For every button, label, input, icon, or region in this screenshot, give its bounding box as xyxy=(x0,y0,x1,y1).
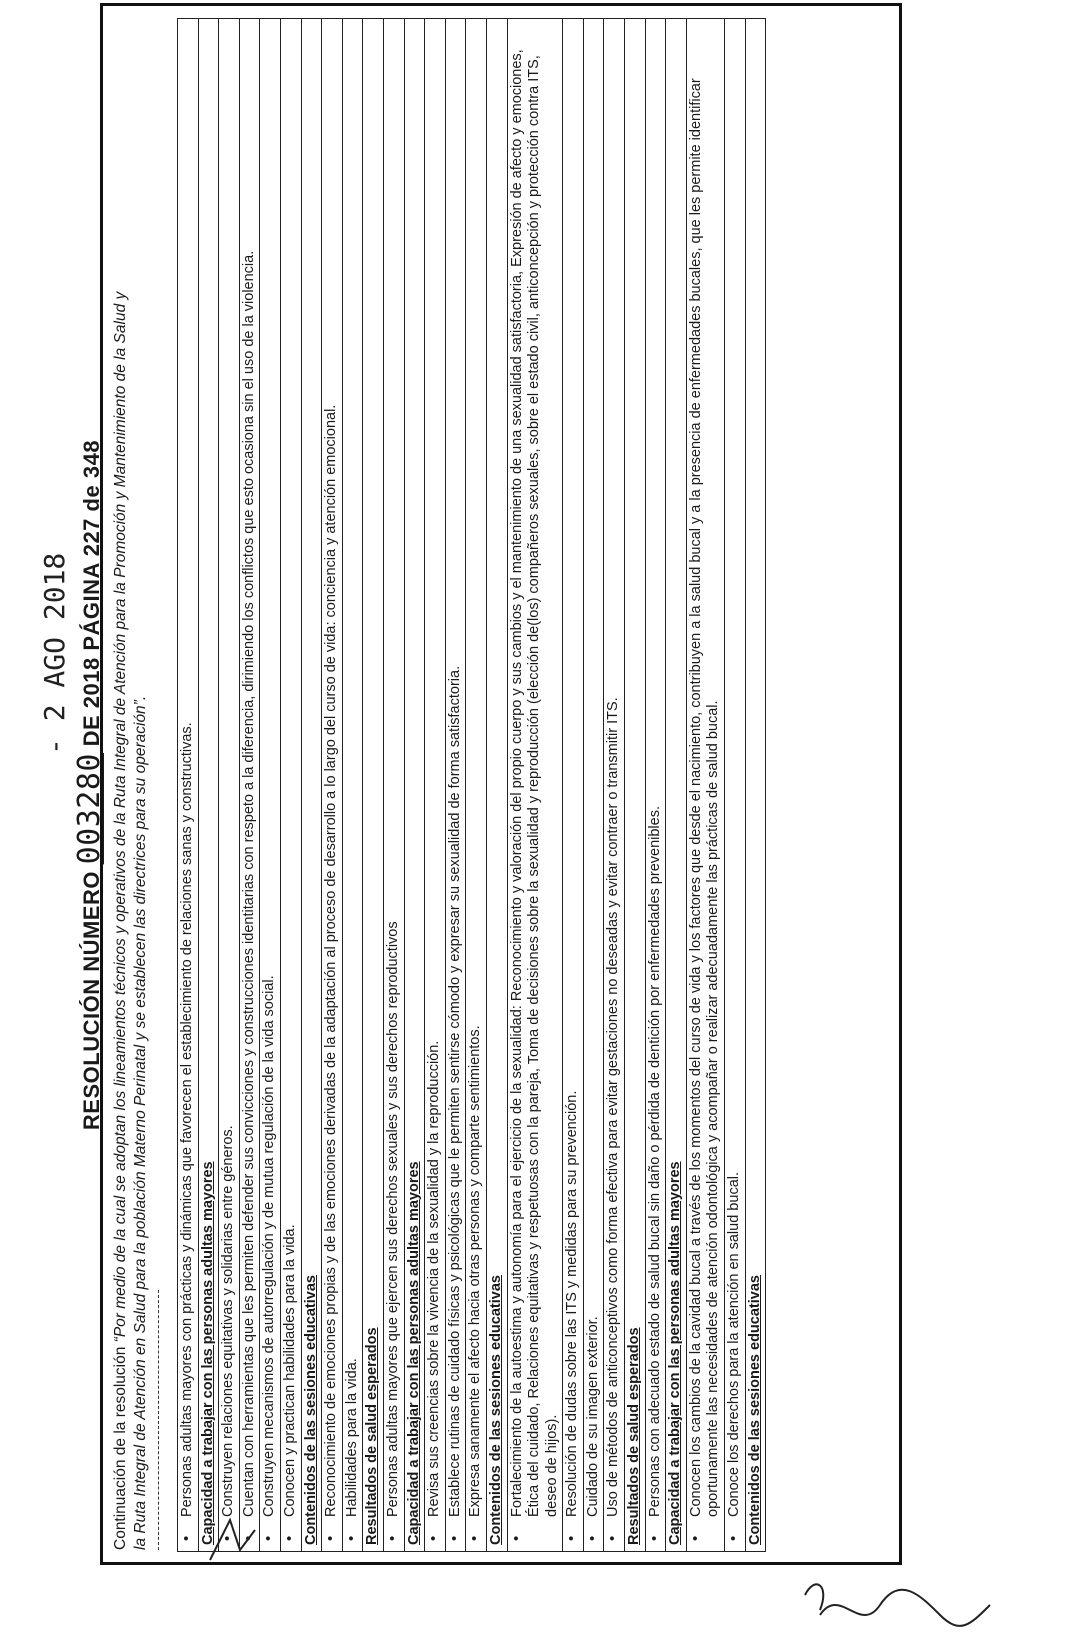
intro-quote: “Por medio de la cual se adoptan los lineamientos técnicos y operativos de la Ruta Integral de Atención para la Promoción y Mantenimiento de la Salud y la Ruta Integral de Atención en Salud para la población Materno Perinatal y se establecen las directrices para su operación”. xyxy=(112,291,149,1550)
header-title: RESOLUCIÓN NÚMERO xyxy=(79,871,104,1131)
bullet-item: • Cuentan con herramientas que les permiten defender sus convicciones y construcciones identitarias con respeto a la diferencia, dirimiendo los conflictos que esto ocasiona sin el uso de la violencia. xyxy=(240,19,261,1551)
bullet-item: • Personas adultas mayores que ejercen sus derechos sexuales y sus derechos reproductivos xyxy=(384,19,405,1551)
bullet-item: • Revisa sus creencias sobre la vivencia de la sexualidad y la reproducción. xyxy=(425,19,446,1551)
section-heading: Capacidad a trabajar con las personas adultas mayores xyxy=(405,19,426,1551)
signature-mark xyxy=(800,1555,1000,1645)
page-of: de xyxy=(79,484,104,512)
section-heading: Resultados de salud esperados xyxy=(625,19,646,1551)
resolution-number: 003280 xyxy=(72,753,107,865)
bullet-item: • Habilidades para la vida. xyxy=(343,19,364,1551)
section-heading: Capacidad a trabajar con las personas adultas mayores xyxy=(666,19,687,1551)
page-total: 348 xyxy=(79,439,104,479)
bullet-item: • Fortalecimiento de la autoestima y autonomía para el ejercicio de la sexualidad: Reconocimiento y valoración del propio cuerpo y sus cambios y el mantenimiento de una sexualidad satisfactoria, Expresión de afecto y emociones, Ética del cuidado, Relaciones equitativas y respetuosas con la pareja, Toma de decisiones sobre la sexualidad y reproducción (elección de(los) compañeros sexuales, sobre el estado civil, anticoncepción y protección contra ITS, deseo de hijos). xyxy=(508,19,564,1551)
initial-mark xyxy=(200,1510,260,1570)
bullet-item: • Reconocimiento de emociones propias y de las emociones derivadas de la adaptación al proceso de desarrollo a lo largo del curso de vida: conciencia y atención emocional. xyxy=(322,19,343,1551)
separator-line xyxy=(158,1290,159,1550)
bullet-item: • Resolución de dudas sobre las ITS y medidas para su prevención. xyxy=(563,19,584,1551)
bullet-item: • Conocen y practican habilidades para la vida. xyxy=(281,19,302,1551)
section-heading: Contenidos de las sesiones educativas xyxy=(487,19,508,1551)
section-heading: Resultados de salud esperados xyxy=(363,19,384,1551)
section-heading: Capacidad a trabajar con las personas adultas mayores xyxy=(199,19,220,1551)
handwritten-date: - 2 AGO 2018 xyxy=(38,552,71,755)
intro-lead: Continuación de la resolución xyxy=(112,1346,129,1550)
bullet-item: • Cuidado de su imagen exterior. xyxy=(584,19,605,1551)
bullet-item: • Expresa sanamente el afecto hacia otras personas y comparte sentimientos. xyxy=(466,19,487,1551)
bullet-item: • Conoce los derechos para la atención en salud bucal. xyxy=(725,19,746,1551)
bullet-item: • Construyen mecanismos de autorregulación y de mutua regulación de la vida social. xyxy=(260,19,281,1551)
bullet-item: • Conocen los cambios de la cavidad bucal a través de los momentos del curso de vida y los factores que desde el nacimiento, contribuyen a la salud bucal y a la presencia de enfermedades bucales, que les permite identificar oportunamente las necesidades de atención odontológica y acompañar o realizar adecuadamente las prácticas de salud bucal. xyxy=(687,19,725,1551)
page-frame xyxy=(100,3,902,1565)
bullet-item: • Personas adultas mayores con prácticas y dinámicas que favorecen el establecimiento de relaciones sanas y constructivas. xyxy=(178,19,199,1551)
content-table xyxy=(177,18,766,1552)
rotated-page xyxy=(38,5,900,1565)
bullet-item: • Personas con adecuado estado de salud bucal sin daño o pérdida de dentición por enfermedades prevenibles. xyxy=(646,19,667,1551)
intro-paragraph xyxy=(111,280,151,1550)
bullet-item: • Establece rutinas de cuidado físicas y psicológicas que le permiten sentirse cómodo y expresar su sexualidad de forma satisfactoria. xyxy=(446,19,467,1551)
bullet-item: • Construyen relaciones equitativas y solidarias entre géneros. xyxy=(219,19,240,1551)
section-heading: Contenidos de las sesiones educativas xyxy=(302,19,323,1551)
bullet-item: • Uso de métodos de anticonceptivos como forma efectiva para evitar gestaciones no deseadas y evitar contraer o transmitir ITS. xyxy=(604,19,625,1551)
section-heading: Contenidos de las sesiones educativas xyxy=(746,19,766,1551)
page-number: 227 xyxy=(79,518,104,557)
header-date-text: DE 2018 PÁGINA xyxy=(79,562,104,747)
